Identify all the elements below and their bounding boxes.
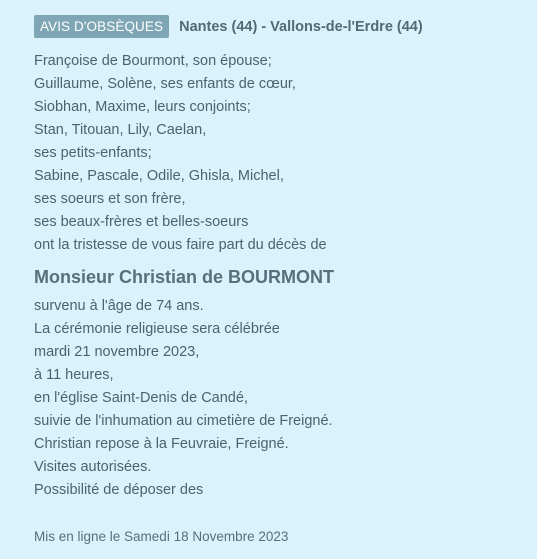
family-list bbox=[34, 50, 517, 257]
detail-line: Christian repose à la Feuvraie, Freigné. bbox=[34, 436, 289, 452]
family-line: Stan, Titouan, Lily, Caelan, bbox=[34, 122, 207, 138]
notice-location: Nantes (44) - Vallons-de-l'Erdre (44) bbox=[179, 18, 423, 35]
notice-header bbox=[34, 15, 517, 38]
ceremony-details bbox=[34, 295, 517, 502]
detail-line: à 11 heures, bbox=[34, 367, 114, 383]
family-line: ses soeurs et son frère, bbox=[34, 191, 186, 207]
detail-line: La cérémonie religieuse sera célébrée bbox=[34, 321, 280, 337]
family-line: ses beaux-frères et belles-soeurs bbox=[34, 214, 249, 230]
detail-line: survenu à l'âge de 74 ans. bbox=[34, 298, 204, 314]
detail-line: Visites autorisées. bbox=[34, 459, 152, 475]
family-line: ses petits-enfants; bbox=[34, 145, 152, 161]
publication-date: Mis en ligne le Samedi 18 Novembre 2023 bbox=[34, 529, 289, 544]
detail-line: suivie de l'inhumation au cimetière de Freigné. bbox=[34, 413, 333, 429]
family-line: Siobhan, Maxime, leurs conjoints; bbox=[34, 99, 251, 115]
deceased-name: Monsieur Christian de BOURMONT bbox=[34, 267, 335, 287]
family-line: Guillaume, Solène, ses enfants de cœur, bbox=[34, 76, 296, 92]
detail-line: mardi 21 novembre 2023, bbox=[34, 344, 200, 360]
family-line: Françoise de Bourmont, son épouse; bbox=[34, 53, 272, 69]
family-line: ont la tristesse de vous faire part du décès de bbox=[34, 237, 327, 253]
detail-line: Possibilité de déposer des bbox=[34, 482, 204, 498]
detail-line: en l'église Saint-Denis de Candé, bbox=[34, 390, 248, 406]
notice-type-badge: AVIS D'OBSÈQUES bbox=[34, 15, 169, 38]
family-line: Sabine, Pascale, Odile, Ghisla, Michel, bbox=[34, 168, 284, 184]
